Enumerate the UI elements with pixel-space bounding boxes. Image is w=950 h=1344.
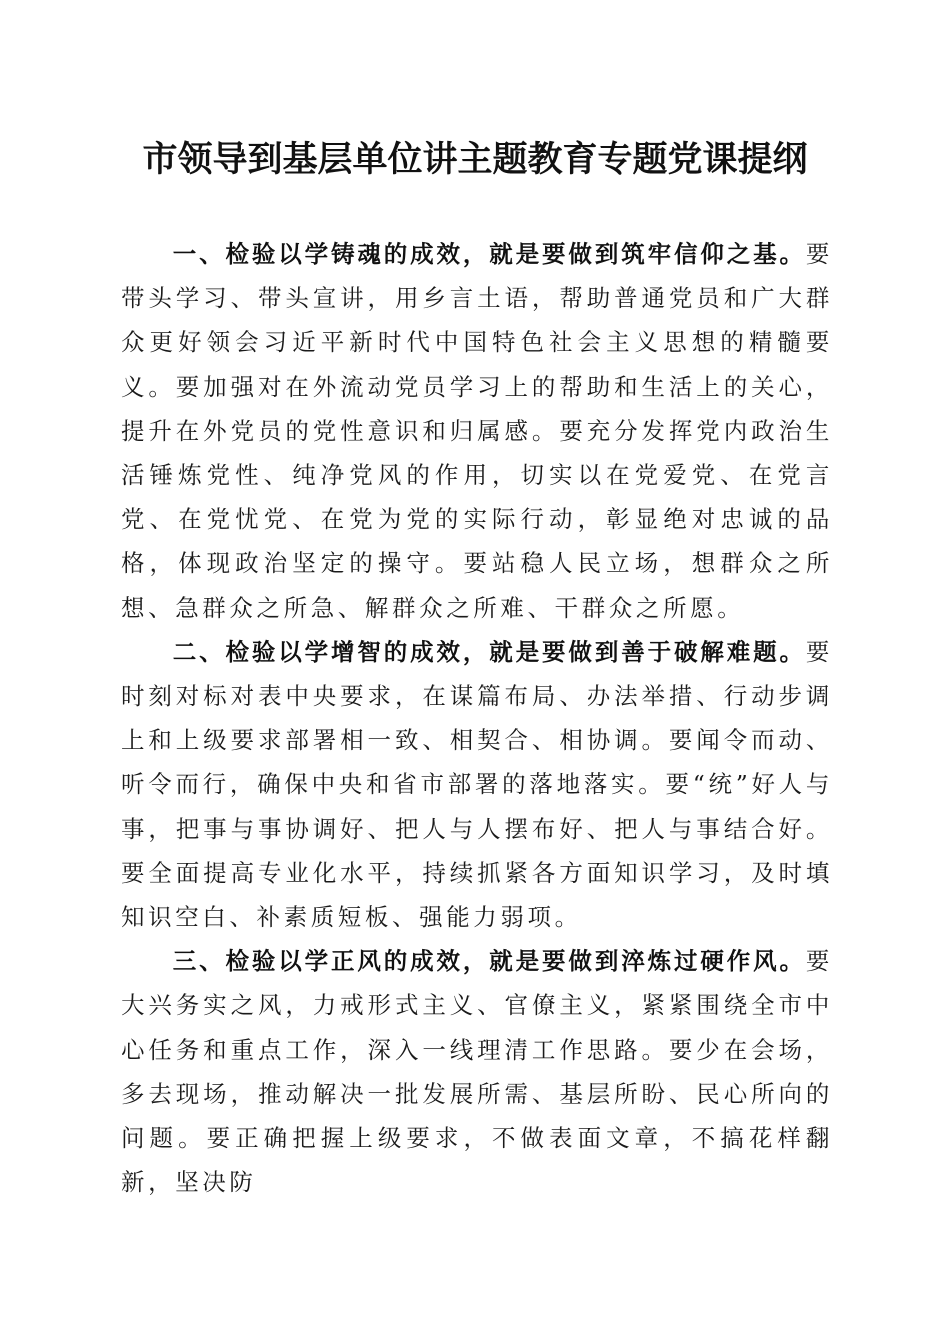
section-1-paragraph (121, 232, 833, 630)
document-title: 市领导到基层单位讲主题教育专题党课提纲 (142, 139, 808, 180)
section-1-text: 要带头学习、带头宣讲，用乡言土语，帮助普通党员和广大群众更好领会习近平新时代中国特色社会主义思想的精髓要义。要加强对在外流动党员学习上的帮助和生活上的关心，提升在外党员的党性意识和归属感。要充分发挥党内政治生活锤炼党性、纯净党风的作用，切实以在党爱党、在党言党、在党忧党、在党为党的实际行动，彰显绝对忠诚的品格，体现政治坚定的操守。要站稳人民立场，想群众之所想、急群众之所急、解群众之所难、干群众之所愿。 (121, 240, 833, 622)
section-3-paragraph (121, 939, 833, 1204)
section-2-text: 要时刻对标对表中央要求，在谋篇布局、办法举措、行动步调上和上级要求部署相一致、相契合、相协调。要闻令而动、听令而行，确保中央和省市部署的落地落实。要“统”好人与事，把事与事协调好、把人与人摆布好、把人与事结合好。要全面提高专业化水平，持续抓紧各方面知识学习，及时填知识空白、补素质短板、强能力弱项。 (121, 637, 833, 932)
section-2-paragraph (121, 630, 833, 939)
section-1-heading: 一、检验以学铸魂的成效，就是要做到筑牢信仰之基。 (172, 240, 806, 268)
section-3-heading: 三、检验以学正风的成效，就是要做到淬炼过硬作风。 (172, 947, 806, 976)
document-body (121, 232, 833, 1204)
section-2-heading: 二、检验以学增智的成效，就是要做到善于破解难题。 (172, 637, 806, 666)
section-3-text: 要大兴务实之风，力戒形式主义、官僚主义，紧紧围绕全市中心任务和重点工作，深入一线理清工作思路。要少在会场，多去现场，推动解决一批发展所需、基层所盼、民心所向的问题。要正确把握上级要求，不做表面文章，不搞花样翻新，坚决防 (121, 947, 833, 1197)
